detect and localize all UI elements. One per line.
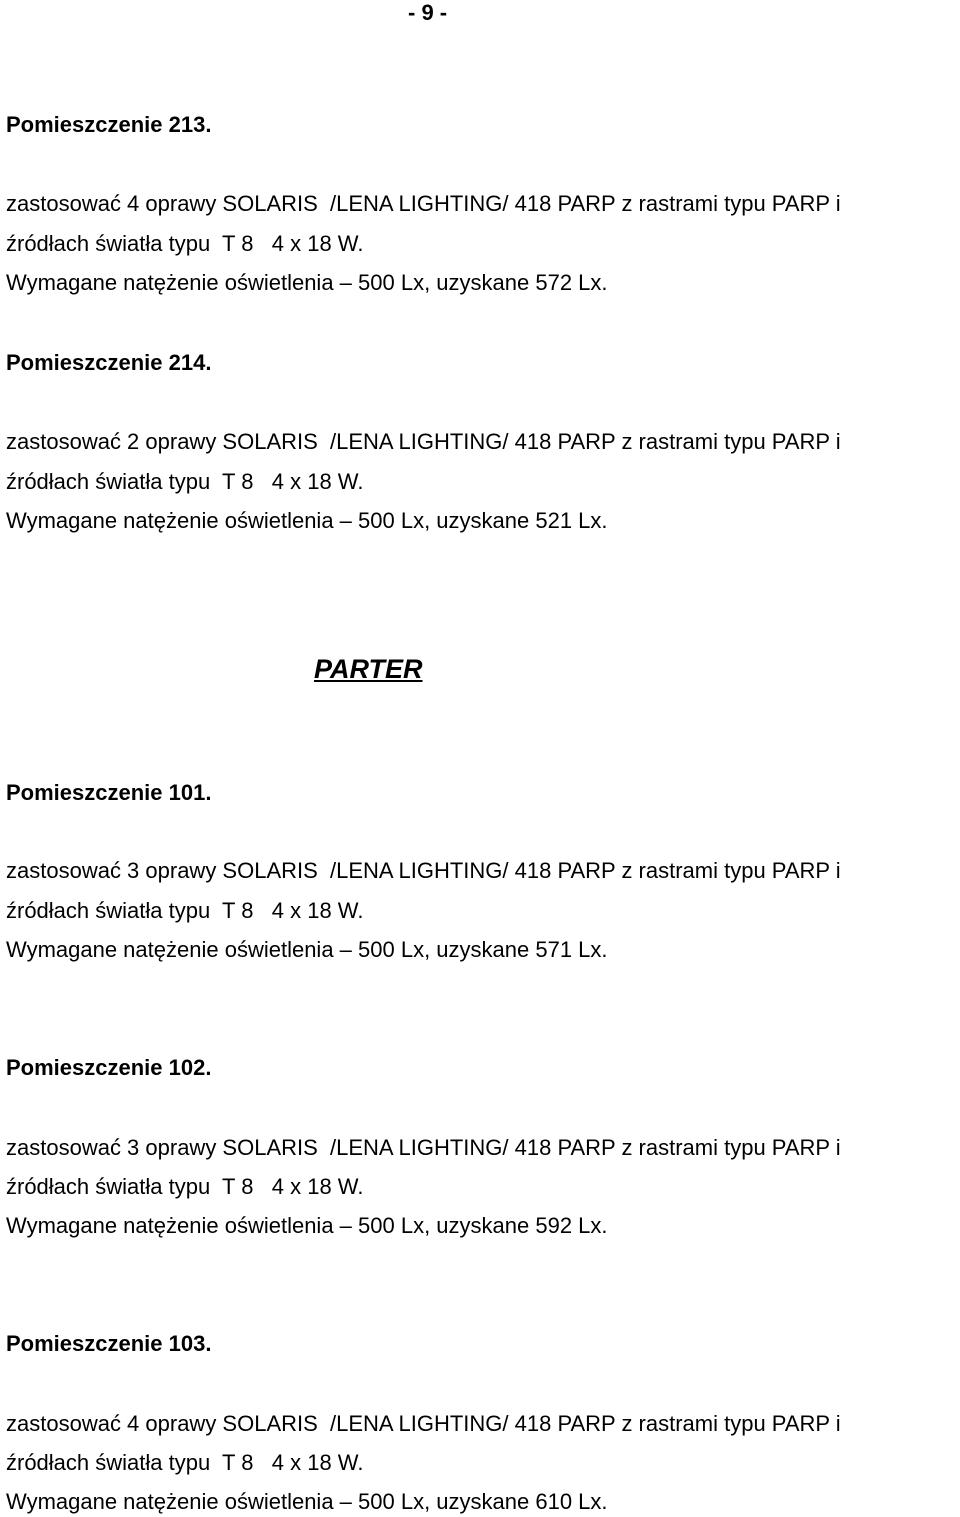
room-heading-214: Pomieszczenie 214. (6, 350, 212, 375)
room-luminaires-214: zastosować 2 oprawy SOLARIS /LENA LIGHTING/ 418 PARP z rastrami typu PARP i (6, 429, 841, 454)
room-heading-213: Pomieszczenie 213. (6, 112, 212, 137)
room-luminaires-102: zastosować 3 oprawy SOLARIS /LENA LIGHTING/ 418 PARP z rastrami typu PARP i (6, 1135, 841, 1160)
room-heading-102: Pomieszczenie 102. (6, 1055, 212, 1080)
room-illuminance-102: Wymagane natężenie oświetlenia – 500 Lx, uzyskane 592 Lx. (6, 1213, 608, 1238)
room-light-source-102: źródłach światła typu T 8 4 x 18 W. (6, 1174, 364, 1199)
page-number: - 9 - (408, 0, 448, 25)
section-title: PARTER (314, 654, 423, 684)
room-illuminance-214: Wymagane natężenie oświetlenia – 500 Lx, uzyskane 521 Lx. (6, 508, 608, 533)
room-light-source-101: źródłach światła typu T 8 4 x 18 W. (6, 898, 364, 923)
room-heading-103: Pomieszczenie 103. (6, 1331, 212, 1356)
room-light-source-214: źródłach światła typu T 8 4 x 18 W. (6, 469, 364, 494)
room-light-source-103: źródłach światła typu T 8 4 x 18 W. (6, 1450, 364, 1475)
room-luminaires-213: zastosować 4 oprawy SOLARIS /LENA LIGHTING/ 418 PARP z rastrami typu PARP i (6, 191, 841, 216)
room-illuminance-213: Wymagane natężenie oświetlenia – 500 Lx, uzyskane 572 Lx. (6, 270, 608, 295)
room-illuminance-101: Wymagane natężenie oświetlenia – 500 Lx, uzyskane 571 Lx. (6, 937, 608, 962)
room-illuminance-103: Wymagane natężenie oświetlenia – 500 Lx, uzyskane 610 Lx. (6, 1489, 608, 1514)
room-luminaires-103: zastosować 4 oprawy SOLARIS /LENA LIGHTING/ 418 PARP z rastrami typu PARP i (6, 1411, 841, 1436)
room-heading-101: Pomieszczenie 101. (6, 780, 212, 805)
room-luminaires-101: zastosować 3 oprawy SOLARIS /LENA LIGHTING/ 418 PARP z rastrami typu PARP i (6, 858, 841, 883)
room-light-source-213: źródłach światła typu T 8 4 x 18 W. (6, 231, 364, 256)
